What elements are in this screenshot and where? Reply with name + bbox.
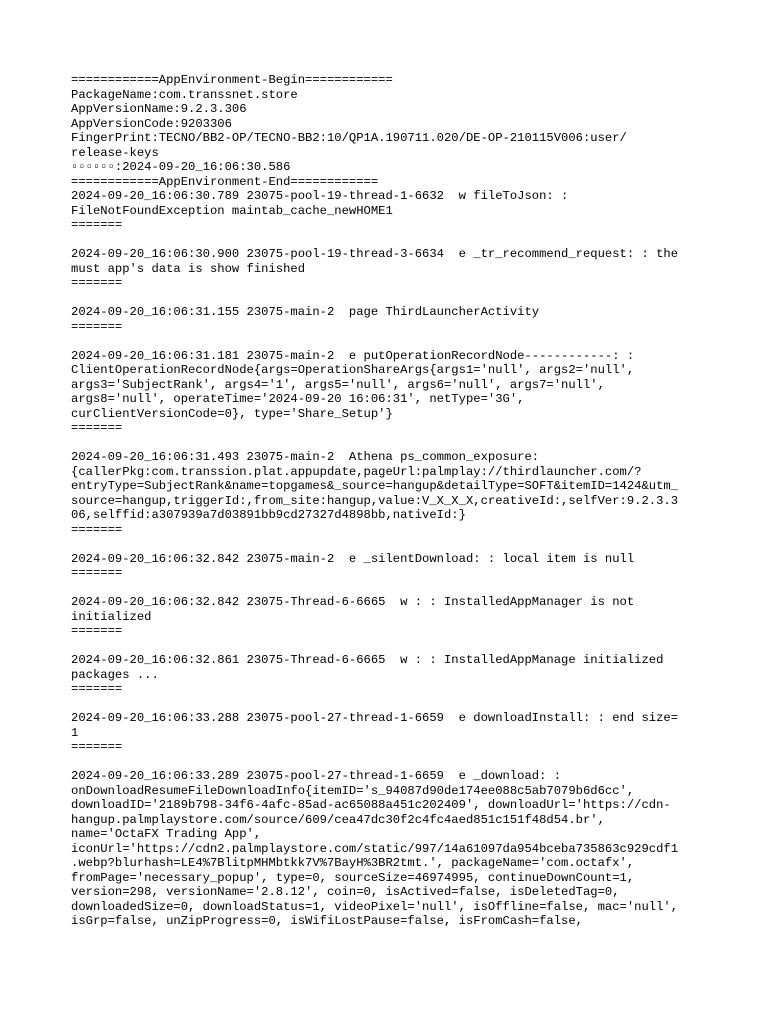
blank-line (71, 233, 711, 248)
log-line: ======= (71, 522, 123, 537)
log-line: args3='SubjectRank', args4='1', args5='null', args6='null', args7='null', (71, 377, 605, 392)
log-line: ClientOperationRecordNode{args=OperationShareArgs{args1='null', args2='null', (71, 363, 635, 377)
log-line: ======= (71, 421, 123, 435)
log-line: 2024-09-20_16:06:31.155 23075-main-2 page ThirdLauncherActivity (71, 305, 540, 319)
log-line: packages ... (71, 667, 159, 682)
log-line: FileNotFoundException maintab_cache_newHOME1 (71, 203, 393, 218)
log-line: FingerPrint:TECNO/BB2-OP/TECNO-BB2:10/QP1A.190711.020/DE-OP-210115V006:user/ (71, 131, 627, 145)
log-line: ======= (71, 276, 123, 290)
blank-line (71, 639, 711, 654)
log-line: 2024-09-20_16:06:32.861 23075-Thread-6-6665 w : : InstalledAppManage initialized (71, 653, 664, 667)
blank-line (71, 537, 711, 552)
log-line: PackageName:com.transsnet.store (71, 87, 298, 102)
log-line: ============AppEnvironment-End============ (71, 174, 379, 189)
blank-line (71, 581, 711, 596)
log-line: source=hangup,triggerId:,from_site:hangup,value:V_X_X_X,creativeId:,selfVer:9.2.3.3 (71, 493, 679, 508)
log-line: 2024-09-20_16:06:30.900 23075-pool-19-thread-3-6634 e _tr_recommend_request: : the (71, 247, 679, 261)
log-line: release-keys (71, 145, 159, 160)
log-line: iconUrl='https://cdn2.palmplaystore.com/static/997/14a61097da954bceba735863c929cdf1 (71, 841, 679, 856)
log-line: ======= (71, 624, 123, 638)
log-line: 06,selffid:a307939a7d03891bb9cd27327d4898bb,nativeId:} (71, 508, 466, 522)
log-line: 2024-09-20_16:06:32.842 23075-main-2 e _silentDownload: : local item is null (71, 551, 635, 566)
log-line: fromPage='necessary_popup', type=0, sourceSize=46974995, continueDownCount=1, (71, 870, 635, 885)
log-line: initialized (71, 609, 152, 624)
log-line: name='OctaFX Trading App', (71, 827, 262, 841)
log-line: AppVersionCode:9203306 (71, 116, 232, 131)
log-line: version=298, versionName='2.8.12', coin=0, isActived=false, isDeletedTag=0, (71, 885, 620, 899)
blank-line (71, 436, 711, 451)
log-line: 2024-09-20_16:06:33.288 23075-pool-27-thread-1-6659 e downloadInstall: : end size= (71, 711, 679, 725)
log-line: 2024-09-20_16:06:30.789 23075-pool-19-thread-1-6632 w fileToJson: : (71, 189, 569, 203)
log-line: downloadID='2189b798-34f6-4afc-85ad-ac65088a451c202409', downloadUrl='https://cdn- (71, 798, 671, 812)
blank-line (71, 334, 711, 349)
log-line: ▫▫▫▫▫▫:2024-09-20_16:06:30.586 (71, 160, 291, 174)
blank-line (71, 291, 711, 306)
log-document (71, 73, 711, 929)
log-line: must app's data is show finished (71, 261, 306, 276)
blank-line (71, 697, 711, 712)
log-line: onDownloadResumeFileDownloadInfo{itemID='s_94087d90de174ee088c5ab7079b6d6cc', (71, 783, 635, 798)
log-line: 2024-09-20_16:06:31.493 23075-main-2 Athena ps_common_exposure: (71, 450, 540, 464)
log-line: ======= (71, 218, 123, 232)
log-line: ======= (71, 319, 123, 334)
log-line: ======= (71, 682, 123, 696)
log-line: 2024-09-20_16:06:32.842 23075-Thread-6-6665 w : : InstalledAppManager is not (71, 595, 635, 609)
log-line: 1 (71, 725, 79, 740)
log-line: AppVersionName:9.2.3.306 (71, 102, 247, 116)
log-line: entryType=SubjectRank&name=topgames&_source=hangup&detailType=SOFT&itemID=1424&utm_ (71, 479, 679, 493)
log-line: isGrp=false, unZipProgress=0, isWifiLostPause=false, isFromCash=false, (71, 914, 583, 928)
log-line: args8='null', operateTime='2024-09-20 16:06:31', netType='3G', (71, 392, 525, 406)
log-line: ============AppEnvironment-Begin============ (71, 73, 393, 87)
log-line: ======= (71, 566, 123, 580)
log-line: .webp?blurhash=LE4%7BlitpMHMbtkk7V%7BayH%3BR2tmt.', packageName='com.octafx', (71, 856, 635, 870)
log-line: {callerPkg:com.transsion.plat.appupdate,pageUrl:palmplay://thirdlauncher.com/? (71, 464, 642, 479)
log-line: ======= (71, 740, 123, 754)
log-line: downloadedSize=0, downloadStatus=1, videoPixel='null', isOffline=false, mac='null', (71, 899, 679, 914)
log-line: 2024-09-20_16:06:31.181 23075-main-2 e putOperationRecordNode------------: : (71, 348, 635, 363)
blank-line (71, 755, 711, 770)
log-line: 2024-09-20_16:06:33.289 23075-pool-27-thread-1-6659 e _download: : (71, 769, 562, 783)
log-line: curClientVersionCode=0}, type='Share_Setup'} (71, 406, 393, 421)
log-line: hangup.palmplaystore.com/source/609/cea47dc30f2c4fc4aed851c151f48d54.br', (71, 812, 605, 827)
